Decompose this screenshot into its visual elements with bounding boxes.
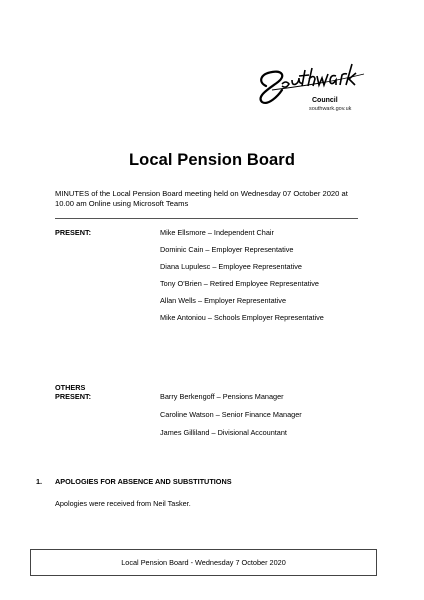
others-label-line1: OTHERS [55, 383, 86, 392]
page-title: Local Pension Board [128, 151, 295, 169]
others-member: Caroline Watson – Senior Finance Manager [160, 410, 302, 419]
present-member: Mike Ellsmore – Independent Chair [160, 228, 274, 237]
southwark-council-logo [252, 60, 370, 120]
page-footer [30, 549, 377, 576]
minutes-intro: MINUTES of the Local Pension Board meeting held on Wednesday 07 October 2020 at 10.00 am Online using Microsoft Teams [55, 189, 348, 208]
footer-text: Local Pension Board - Wednesday 7 October 2020 [121, 558, 286, 567]
section-body: Apologies were received from Neil Tasker. [55, 499, 191, 508]
present-member: Tony O’Brien – Retired Employee Representative [160, 279, 319, 288]
present-member: Allan Wells – Employer Representative [160, 296, 286, 305]
logo-council-text: Council [312, 97, 338, 104]
present-member: Mike Antoniou – Schools Employer Representative [160, 313, 324, 322]
southwark-wordmark-icon [252, 60, 370, 106]
logo-url-text: southwark.gov.uk [309, 106, 352, 112]
others-label-line2: PRESENT: [55, 392, 92, 401]
divider [55, 218, 358, 219]
present-label: PRESENT: [55, 228, 92, 237]
section-title: APOLOGIES FOR ABSENCE AND SUBSTITUTIONS [55, 477, 232, 486]
section-number: 1. [36, 477, 43, 486]
others-member: James Gilliland – Divisional Accountant [160, 428, 287, 437]
others-member: Barry Berkengoff – Pensions Manager [160, 392, 284, 401]
present-member: Diana Lupulesc – Employee Representative [160, 262, 302, 271]
present-member: Dominic Cain – Employer Representative [160, 245, 294, 254]
